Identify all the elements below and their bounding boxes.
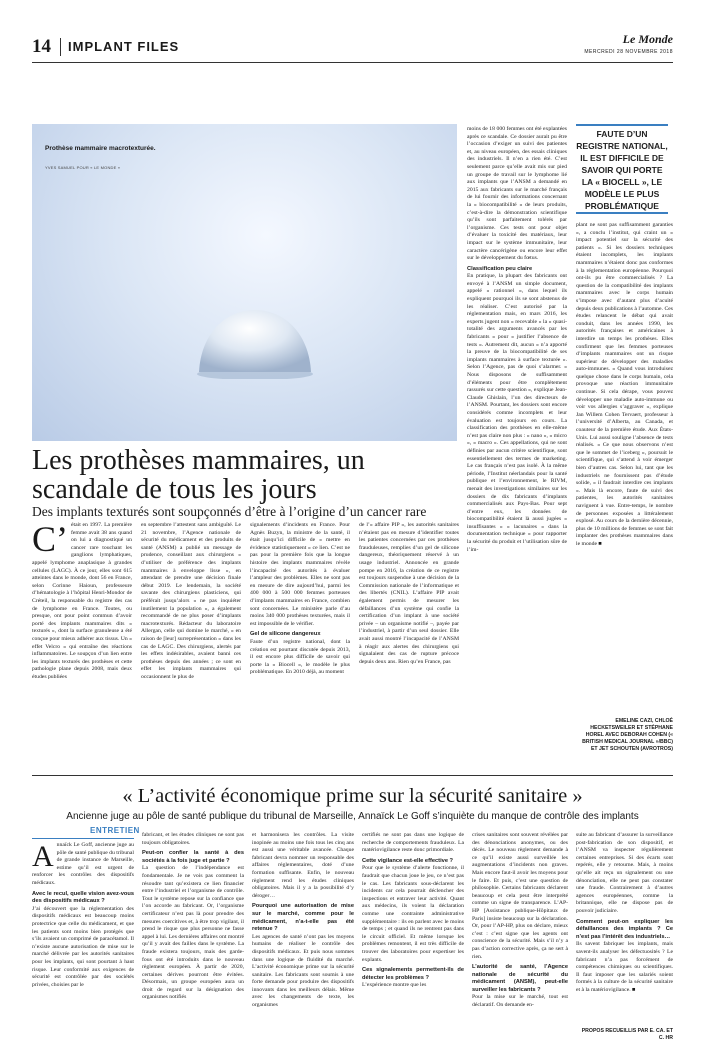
column-text: Pour que le système d’alerte fonctionne, il faudrait que chacun joue le jeu, ce n’est pas le cas. Les fabricants sous-déclarent les incidents car cela pourrait déclencher des inspections et entraver leur activité. Quant aux médecins, ils voient la déclaration comme une contrainte administrative supplémentaire : ils en parlent avec le moins de temps ; et quand ils ne rentrent pas dans le circuit officiel. Et même lorsque les problèmes remontent, il est très difficile de trouver des laboratoires pour expertiser les explants. — [362, 865, 464, 963]
column-text: plant ne sont pas suffisamment garanties », a conclu l’institut, qui craint un « impact potentiel sur la sécurité des patients ». Si les dossiers techniques étaient incomplets, les implants mammaires n’étaient donc pas conformes à la réglementation européenne. Pourquoi ont-ils pu être commercialisés ? La question de la compatibilité des implants mammaires avec le corps humain s’impose avec d’autant plus d’acuité depuis deux publications à l’automne. Ces études relancent le débat qui avait conduit, dans les années 1990, les autorités françaises et américaines à interdire un temps les prothèses. Elles confirment que les femmes porteuses d’implants mammaires ont un risque supérieur de développer des maladies auto-immunes. « Quand vous introduisez quelque chose dans le corps humain, cela provoque une réaction immunitaire continue. Si cela dérape, vous pouvez développer une maladie auto-immune ou voir vos allergies s’aggraver », explique Jan Willem Cohen Tervaert, professeur à l’université d’Alberta, au Canada, et coauteur de la première étude. Aux États-Unis. Lui aussi souligne l’absence de tests réalisés. « Ce que nous observons n’est que le sommet de l’iceberg », poursuit le scientifique, qui s’attend à voir émerger bien d’autres cas. Selon lui, tant que les industriels ne fournissent pas d’étude solide, « il faudrait interdire ces implants ». Mais là encore, faute de suivi des patientes, les autorités sanitaires naviguent à vue. Entre-temps, le nombre de personnes exposées a littéralement explosé. Au cours de la dernière décennie, plus de 10 millions de femmes se sont fait implanter des prothèses mammaires dans le monde ■ — [576, 222, 673, 547]
article-column-3 — [250, 522, 350, 770]
article-column-2 — [141, 522, 241, 770]
column-text: Ils savent fabriquer les implants, mais savent-ils analyser les défectuosités ? Le fabricant n’a pas forcément de compétences chimiques ou scientifiques. Il faut imposer que les salariés soient formés à la culture de la sécurité sanitaire et à la matériovigilance. ■ — [576, 941, 673, 993]
column-text: suite au fabricant d’assurer la surveillance post-fabrication de son dispositif, et l’ANSM va inspecter régulièrement certaines entreprises. Si des écarts sont repérés, elle y retourne. Mais, à moins qu’elle ait reçu un signalement ou une dénonciation, elle ne peut pas constater une fraude. Contrairement à d’autres agences européennes, comme la britannique, elle ne dispose pas de pouvoir judiciaire. — [576, 832, 673, 914]
question: Comment peut-on expliquer les défaillances des implants ? Ce n’est pas l’intérêt des industriels… — [576, 918, 673, 940]
interview-column-5 — [472, 832, 568, 1042]
header-divider — [60, 38, 61, 56]
interview-headline: « L’activité économique prime sur la sécurité sanitaire » — [122, 785, 583, 807]
column-text: moins de 18 000 femmes ont été explantées après ce scandale. Ce dossier aurait pu être l’occasion d’exiger un suivi des patientes et, au niveau européen, des essais cliniques des industriels. Il n’en a rien été. C’est seulement parce qu’elle avait mis sur pied un groupe de travail sur le lymphome lié aux implants que l’ANSM a demandé en 2015 aux fabricants sur le marché français de lui fournir des informations concernant la « biocompatibilité » de leurs produits, c’est-à-dire la démonstration scientifique qu’ils sont parfaitement tolérés par l’organisme. Ces tests ont pour objet d’évaluer la toxicité des matériaux, leur impact sur le système immunitaire, leur caractère cancérigène ou encore leur effet sur le développement du fœtus. — [467, 126, 567, 262]
photo-caption: Prothèse mammaire macrotexturée. — [45, 145, 156, 152]
top-rule — [32, 62, 673, 63]
column-text: certifiés ne sont pas dans une logique de recherche de comportements frauduleux. La matériovigilance reste donc primordiale. — [362, 832, 464, 854]
interview-label: ENTRETIEN — [90, 826, 140, 835]
column-text: Les agences de santé n’ont pas les moyens humains de réaliser le contrôle des dispositifs médicaux. Et puis nous sommes dans une logique de fluidité du marché. L’activité économique prime sur la sécurité sanitaire. Les fabricants sont soumis à une forte demande pour produire des dispositifs innovants dans les meilleurs délais. Même avec les changements de texte, les organismes — [252, 933, 354, 1009]
column-text: L’expérience montre que les — [362, 982, 427, 989]
issue-date: MERCREDI 28 NOVEMBRE 2018 — [584, 49, 673, 55]
photo-credit: YVES SAMUEL POUR « LE MONDE » — [45, 165, 121, 170]
question: Ces signalements permettent-ils de détecter les problèmes ? — [362, 967, 464, 981]
implant-photo — [32, 124, 457, 441]
pull-quote: FAUTE D’UN REGISTRE NATIONAL, IL EST DIFFICILE DE SAVOIR QUI PORTE LA « BIOCELL », LE MODÈLE LE PLUS PROBLÉMATIQUE — [576, 129, 668, 211]
interview-label-rule — [32, 838, 134, 839]
question: Peut-on confier la santé à des sociétés à la fois juge et partie ? — [142, 850, 244, 864]
question: Cette vigilance est-elle effective ? — [362, 857, 454, 864]
dropcap: C’ — [32, 522, 68, 559]
interview-column-2 — [142, 832, 244, 1042]
pull-quote-rule-bottom — [576, 212, 668, 214]
section-rule — [32, 775, 673, 776]
column-text: Pour la mise sur le marché, tout est déclaratif. On demande en- — [472, 994, 568, 1009]
question: L’autorité de santé, l’Agence nationale de sécurité du médicament (ANSM), peut-elle surveiller les fabricants ? — [472, 964, 568, 993]
pull-quote-rule-top — [576, 124, 668, 126]
column-text: crises sanitaires sont souvent révélées par des dénonciations anonymes, ou des décès. Le nouveau règlement demande à ce qu’il existe aussi surveillée les augmentations d’incidents non graves. Mais encore faut-il avoir les moyens pour le faire. Et puis, c’est une question de philosophie. Certains fabricants déclarent beaucoup et cela peut être interprété comme un signe de transparence. L’AP-HP [Assistance publique-Hôpitaux de Paris] insiste beaucoup sur la déclaration. Or, pour l’AP-HP, plus on déclare, mieux c’est : c’est signe que les agents ont conscience de la sécurité. Mais s’il n’y a pas d’action corrective après, ça ne sert à rien. — [472, 832, 568, 960]
article-column-4 — [359, 522, 459, 770]
subheading: Classification peu claire — [467, 265, 533, 272]
column-text: En pratique, la plupart des fabricants ont envoyé à l’ANSM un simple document, appelé « rationnel », dans lequel ils expliquent pourquoi ils se sont abstenus de les réaliser. C’est autorisé par la réglementation mais, en mars 2016, les experts jugent non « recevable » la « quasi-totalité des arguments avancés par les fabricants » pour « justifier l’absence de tests ». Autrement dit, aucun « n’a apporté la preuve de la biocompatibilité de ses implants mammaires à surface texturée ». Selon l’Agence, pas de quoi s’alarmer. « Nous disposons de suffisamment d’éléments pour être complètement rassurés sur cette question », explique Jean-Claude Ghislain, l’un des directeurs de l’ANSM. Pourtant, les dossiers sont encore considérés comme incomplets et leur évaluation est toujours en cours. La classification des prothèses en elle-même n’est pas claire non plus : « nano », « micro », « macro ». Ces appellations, qui ne sont définies par aucun critère scientifique, sont essentiellement des termes de marketing. Le cas français n’est pas isolé. À la même période, l’Institut néerlandais pour la santé publique et l’environnement, le RIVM, menait des investigations similaires sur les dossiers de dix fabricants d’implants commercialisés aux Pays-Bas. Pour sept d’entre eux, les données de biocompatibilité étaient là aussi jugées « insuffisantes » « lacunaires » dans la documentation technique « pour rapporter la sécurité du produit et l’utilisation sûre de l’im- — [467, 273, 567, 553]
column-text: était en 1997. La première femme avait 38 ans quand on lui a diagnostiqué un cancer rare touchant les ganglions lymphatiques, appelé lymphome anaplasique à grandes cellules (LAGC). À ce jour, elles sont 615 atteintes dans le monde, dont 56 en France, selon Corinne Haioun, professeure d’hématologie à l’hôpital Henri-Mondor de Créteil, la responsable du registre des cas de lymphome en France. Toutes, ou presque, ont pour point commun d’avoir porté des implants mammaires dits « texturés », dont la surface granuleuse a été conçue pour mieux adhérer aux tissus. Un « effet Velcro » qui entraîne des réactions inflammatoires. Le soupçon d’un lien entre les implants texturés des prothèses et cette pathologie plane depuis 2008, mais deux études publiées — [32, 522, 132, 680]
article-column-5 — [467, 126, 567, 770]
column-text: J’ai découvert que la réglementation des dispositifs médicaux est beaucoup moins protectrice que celle du médicament, et que les patients sont moins bien protégés que s’ils avaient un comprimé de paracétamol. Il n’existe aucune autorisation de mise sur le marché délivrée par les autorités sanitaires pour les implants, qui sont pourtant à haut risque. Leur conformité aux exigences de sécurité est contrôlée par des sociétés privées, choisies par le — [32, 905, 134, 988]
column-text: Faute d’un registre national, dont la création est pourtant discutée depuis 2013, il est encore plus difficile de savoir qui porte la « Biocell », le modèle le plus problématique. En 2010 déjà, au moment — [250, 638, 350, 676]
column-text: signalements d’incidents en France. Pour Agnès Buzyn, la ministre de la santé, il était jusqu’ici difficile de « mettre en évidence statistiquement » ce lien. C’est ne pas pour la première fois que la longue histoire des implants mammaires révèle l’incapacité des autorités à évaluer l’ampleur des problèmes. Elles ne sont pas en mesure de dire aujourd’hui, parmi les 400 000 à 500 000 femmes porteuses d’implants mammaires en France, combien sont concernées. Le ministère parle d’au moins 340 000 prothèses texturées, mais il est impossible de le vérifier. — [250, 522, 350, 627]
article-column-6 — [576, 222, 673, 716]
question: Pourquoi une autorisation de mise sur le marché, comme pour le médicament, n’a-t-elle pas été retenue ? — [252, 903, 354, 933]
subheading: Gel de silicone dangereux — [250, 631, 321, 638]
masthead-logo: Le Monde — [622, 32, 673, 46]
column-text: La question de l’indépendance est fondamentale. Je ne vois pas comment la résoudre tant qu’existera ce lien financier entre l’industriel et l’organisme de contrôle. Tout le système repose sur la confiance que l’on accorde au fabricant. Or, l’organisme certificateur n’est pas là pour prendre des mesures coercitives et, à être trop vigilant, il prend le risque que plus personne ne fasse appel à lui. Les dernières affaires ont montré qu’il y avait des failles dans le système. La fraude existera toujours, mais des garde-fous ont été introduits dans le nouveau règlement européen. À partir de 2020, certaines dérives pourront être évitées. Désormais, un groupe européen aura un droit de regard sur la désignation des organismes notifiés — [142, 865, 244, 1001]
column-text: fabricant, et les études cliniques ne sont pas toujours obligatoires. — [142, 832, 244, 846]
article-headline: Les prothèses mammaires, un scandale de tous les jours — [32, 445, 365, 505]
interview-column-6 — [576, 832, 673, 1026]
question: Avec le recul, quelle vision avez-vous des dispositifs médicaux ? — [32, 890, 134, 905]
column-text: en septembre l’attestent sans ambiguïté. Le 21 novembre, l’Agence nationale de sécurité du médicament et des produits de santé (ANSM) a publié un message de prudence, conseillant aux chirurgiens « d’utiliser de préférence des implants mammaires à enveloppe lisse », en attendant de prendre une décision finale début 2019. Le lendemain, la société savante des chirurgiens plasticiens, qui préférait jusqu’alors « ne pas inquiéter inutilement la population », a également recommandé de ne plus poser d’implants macrotexturés. Rédacteur du laboratoire Allergan, celle qui domine le marché, « en raison de [leur] surreprésentation » dans les cas de LAGC. Des chirurgiens, alertés par les effets indésirables, avaient banni ces prothèses depuis des années ; ce sont en effet les implants mammaires qui occasionnent le plus de — [141, 522, 241, 680]
page-number: 14 — [32, 36, 51, 57]
masthead — [584, 32, 673, 55]
interview-signature: PROPOS RECUEILLIS PAR E. CA. ET C. HR — [581, 1028, 673, 1041]
dropcap: A — [32, 842, 54, 873]
column-text: nnaïck Le Goff, ancienne juge au pôle de santé publique du tribunal de grande instance de Marseille, estime qu’il est urgent de renforcer les contrôles des dispositifs médicaux. — [32, 842, 134, 886]
interview-column-4 — [362, 832, 464, 1042]
interview-column-1 — [32, 842, 134, 1042]
column-text: et harmonisera les contrôles. La visite inopinée au moins une fois tous les cinq ans est aussi une véritable avancée. Chaque fabricant devra nommer un responsable des affaires réglementaires, doté d’une formation suffisante. Enfin, le nouveau règlement rend les études cliniques obligatoires. Mais il y a la possibilité d’y déroger… — [252, 832, 354, 899]
section-title: IMPLANT FILES — [68, 39, 180, 54]
breast-implant-image — [195, 304, 315, 379]
interview-deck: Ancienne juge au pôle de santé publique du tribunal de Marseille, Annaïck Le Goff s’inquiète du manque de contrôle des implants — [66, 811, 639, 822]
article-column-1 — [32, 522, 132, 770]
column-text: de l’« affaire PIP », les autorités sanitaires n’étaient pas en mesure d’identifier toutes les patientes concernées par ces prothèses frauduleuses, remplies d’un gel de silicone dangereux, théoriquement réservé à un usage industriel. Annoncée en grande pompe en 2016, la création de ce registre est toujours suspendue à une décision de la Commission nationale de l’informatique et des libertés (CNIL). L’affaire PIP avait également permis de mesurer les défaillances d’un système qui confie la certification d’un implant à une société privée – un organisme notifié –, payée par l’industriel, à partir d’un seul dossier. Elle avait aussi montré l’incapacité de l’ANSM à réagir aux alertes des chirurgiens qui signalaient des cas de rupture précoce depuis deux ans. Rien qu’en France, pas — [359, 522, 459, 665]
interview-column-3 — [252, 832, 354, 1042]
article-deck: Des implants texturés sont soupçonnés d’être à l’origine d’un cancer rare — [32, 504, 427, 519]
article-signature: EMELINE CAZI, CHLOÉ HECKETSWEILER ET STÉPHANE HOREL AVEC DEBORAH COHEN (« BRITISH MEDICAL JOURNAL »/BBC) ET JET SCHOUTEN (AVROTROS) — [582, 718, 673, 752]
